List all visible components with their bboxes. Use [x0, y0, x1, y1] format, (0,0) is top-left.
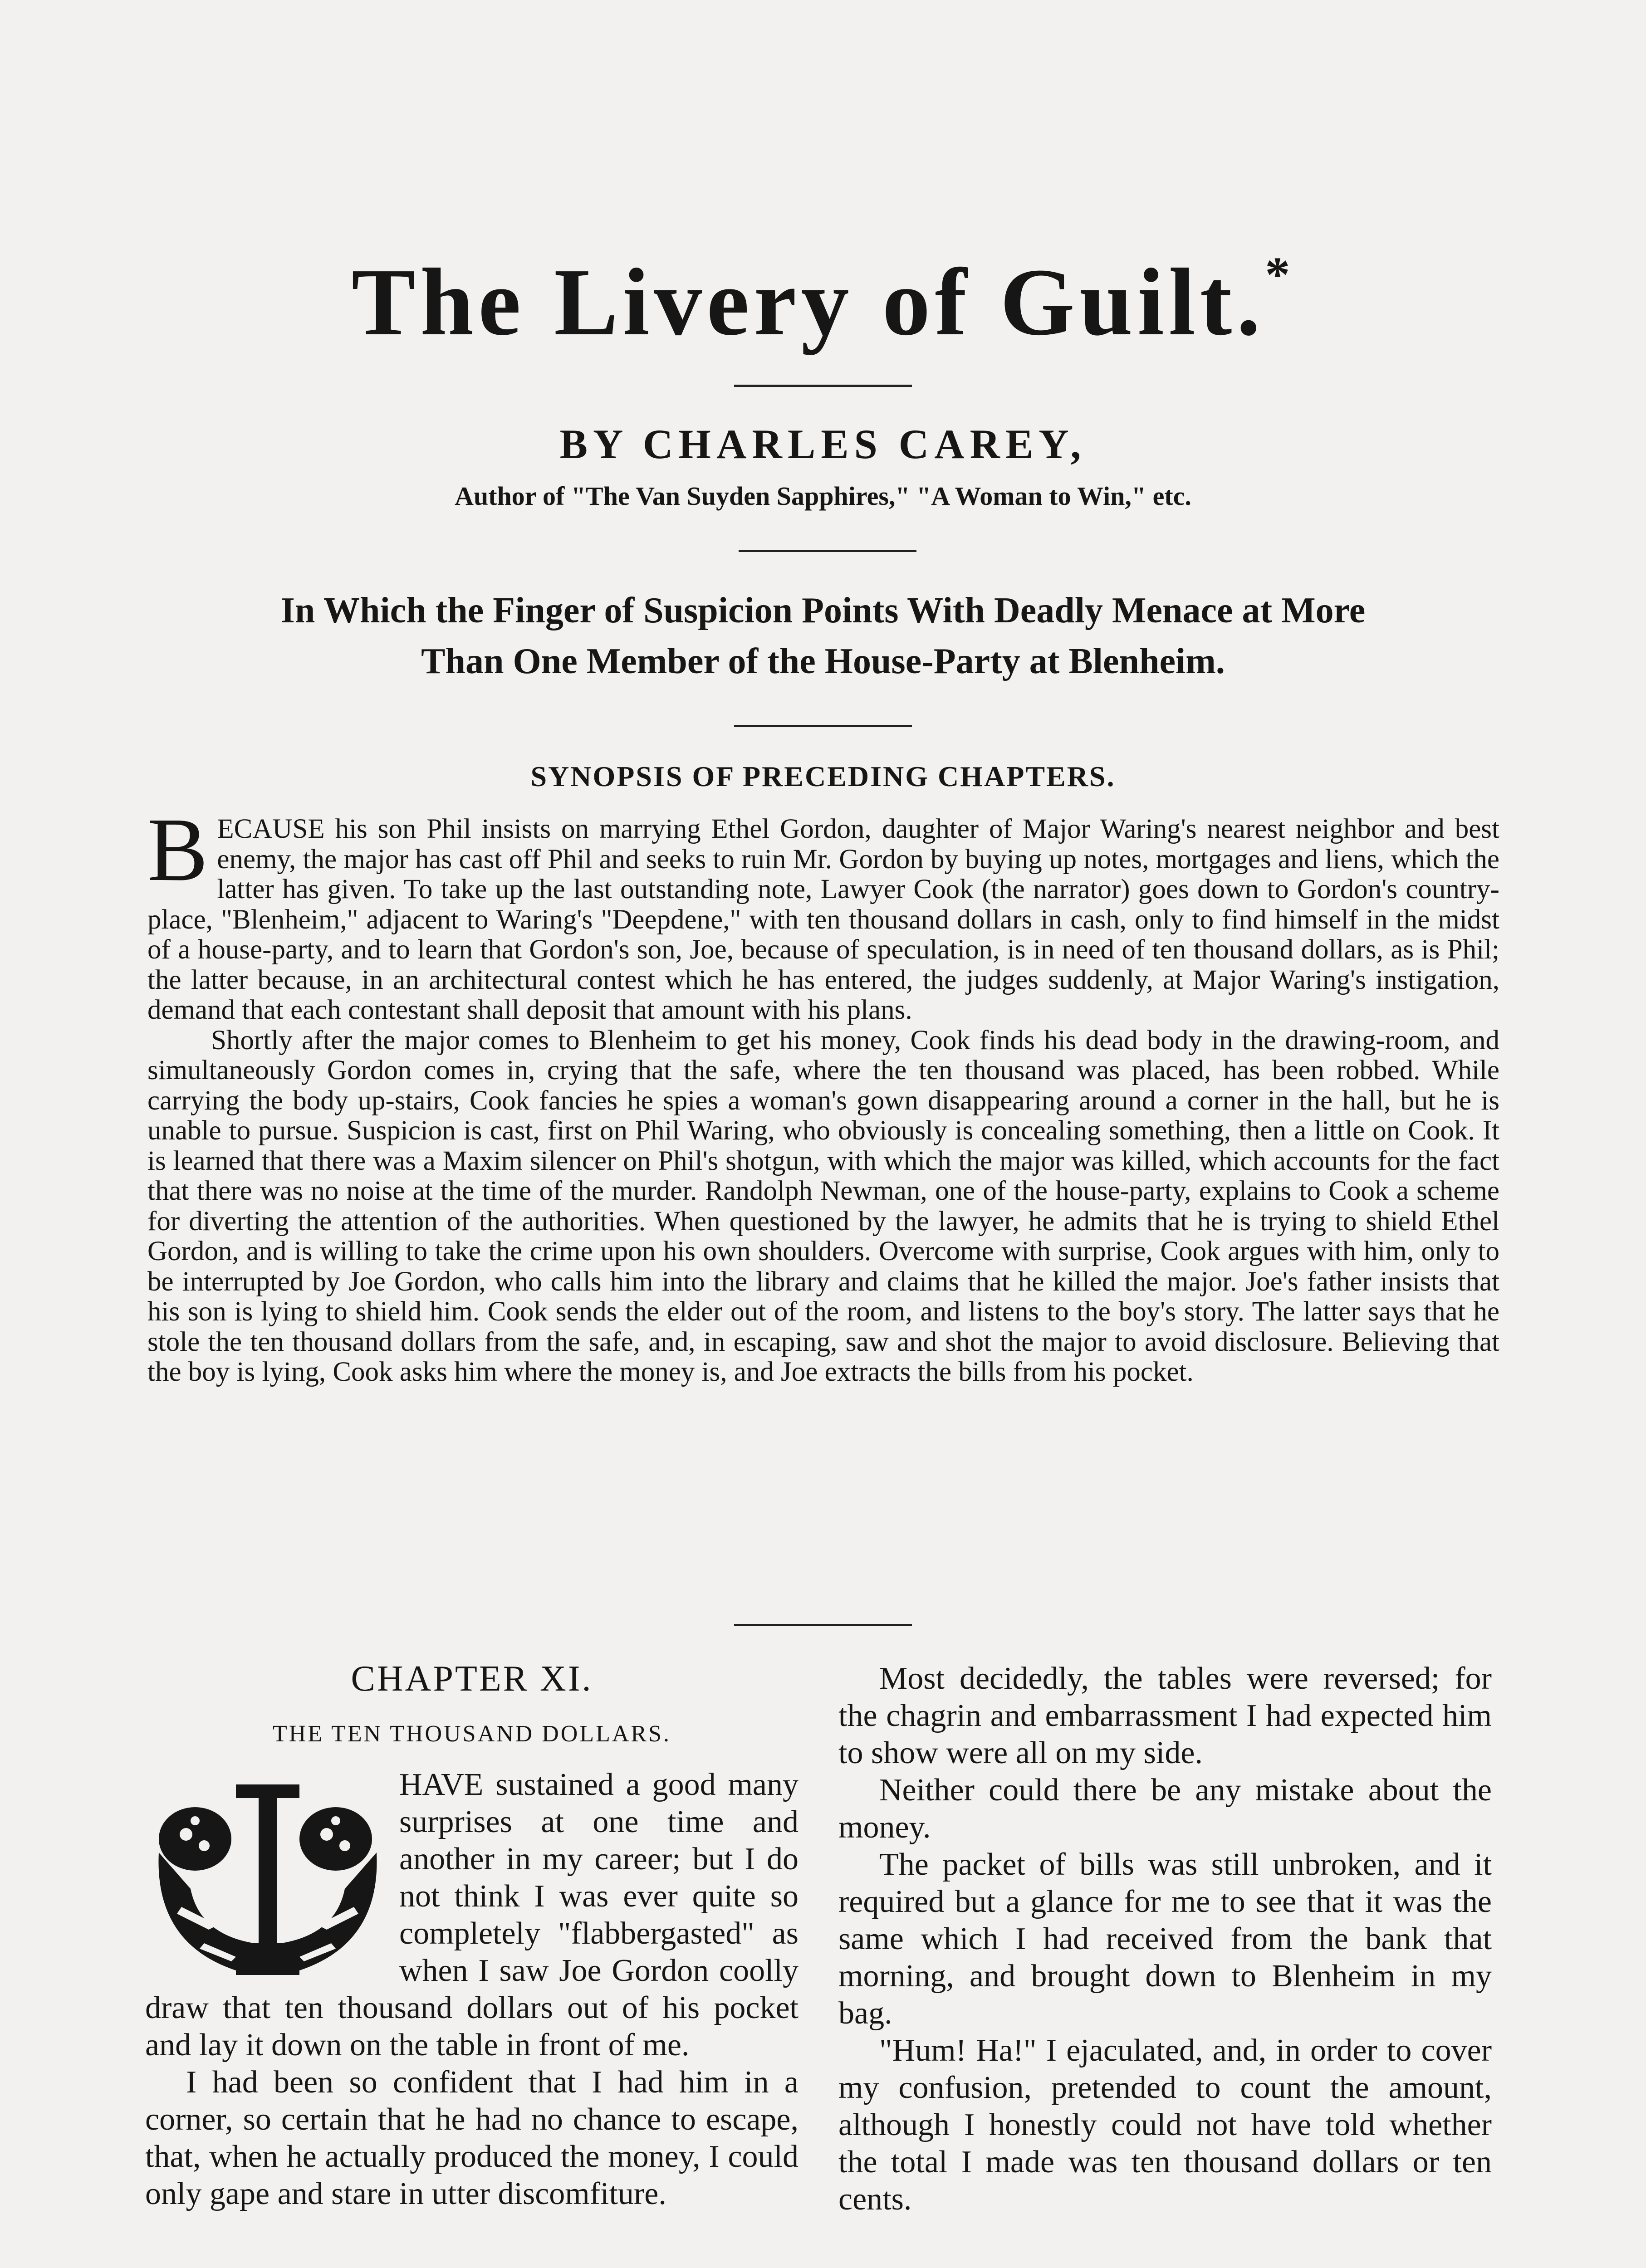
- byline-rule: [739, 550, 916, 552]
- chapter-heading: CHAPTER XI.: [351, 1659, 593, 1699]
- synopsis-paragraph: [147, 800, 1499, 1026]
- deck-rule: [734, 725, 912, 727]
- synopsis-drop-cap: B: [147, 800, 208, 900]
- chapter-subtitle: THE TEN THOUSAND DOLLARS.: [272, 1721, 671, 1747]
- body-paragraph: Neither could there be any mistake about the money.: [838, 1773, 1492, 1845]
- paragraph-text: HAVE sustained a good many surprises at one time and another in my career; but I do not think I was ever quite so completely "flabbergasted" as when I saw Joe Gordon coolly draw that ten thousand dollars out of his pocket and lay it down on the table in front of me.: [145, 1767, 799, 2063]
- synopsis-heading: SYNOPSIS OF PRECEDING CHAPTERS.: [530, 760, 1116, 792]
- right-column: [838, 1660, 1492, 2218]
- body-paragraph: "Hum! Ha!" I ejaculated, and, in order to cover my confusion, pretended to count the amount, although I honestly could not have told whether the total I made was ten thousand dollars or ten cents.: [838, 2033, 1492, 2217]
- article-deck: [136, 585, 1510, 687]
- title-rule: [734, 385, 912, 387]
- left-column: [145, 1660, 799, 2213]
- synopsis-text: [147, 800, 1499, 1388]
- body-paragraph: I had been so confident that I had him in a corner, so certain that he had no chance to escape, that, when he actually produced the money, I could only gape and stare in utter discomfiture.: [145, 2065, 799, 2211]
- deck-line-2: Than One Member of the House-Party at Blenheim.: [421, 641, 1225, 681]
- deck-line-1: In Which the Finger of Suspicion Points With Deadly Menace at More: [280, 591, 1366, 631]
- body-paragraph: [145, 1766, 799, 2064]
- author-credits: Author of "The Van Suyden Sapphires," "A Woman to Win," etc.: [455, 481, 1191, 511]
- synopsis-paragraph: Shortly after the major comes to Blenheim to get his money, Cook finds his dead body in the drawing-room, and simultaneously Gordon comes in, crying that the safe, where the ten thousand was placed, has been robbed. While carrying the body up-stairs, Cook fancies he spies a woman's gown disappearing around a corner in the hall, but he is unable to pursue. Suspicion is cast, first on Phil Waring, who obviously is concealing something, then a little on Cook. It is learned that there was a Maxim silencer on Phil's shotgun, with which the major was killed, which accounts for the fact that there was no noise at the time of the murder. Randolph Newman, one of the house-party, explains to Cook a scheme for diverting the attention of the authorities. When questioned by the lawyer, he admits that he is trying to shield Ethel Gordon, and is willing to take the crime upon his own shoulders. Overcome with surprise, Cook argues with him, only to be interrupted by Joe Gordon, who calls him into the library and claims that he killed the major. Joe's father insists that his son is lying to shield him. Cook sends the elder out of the room, and listens to the boy's story. The latter says that he stole the ten thousand dollars from the safe, and, in escaping, saw and shot the major to avoid disclosure. Believing that the boy is lying, Cook asks him where the money is, and Joe extracts the bills from his pocket.: [147, 1025, 1499, 1387]
- synopsis-paragraph-text: ECAUSE his son Phil insists on marrying Ethel Gordon, daughter of Major Waring's nearest neighbor and best enemy, the major has cast off Phil and seeks to ruin Mr. Gordon by buying up notes, mortgages and liens, which the latter has given. To take up the last outstanding note, Lawyer Cook (the narrator) goes down to Gordon's country-place, "Blenheim," adjacent to Waring's "Deepdene," with ten thousand dollars in cash, only to find himself in the midst of a house-party, and to learn that Gordon's son, Joe, because of speculation, is in need of ten thousand dollars, as is Phil; the latter because, in an architectural contest which he has entered, the judges suddenly, at Major Waring's instigation, demand that each contestant shall deposit that amount with his plans.: [147, 814, 1499, 1025]
- article-title: [136, 247, 1510, 355]
- byline: BY CHARLES CAREY,: [559, 421, 1087, 467]
- ornamental-drop-cap: [145, 1771, 390, 1984]
- ornament-wreath-icon: [145, 1771, 390, 1984]
- body-paragraph: The packet of bills was still unbroken, and it required but a glance for me to see that it was the same which I had received from the bank that morning, and brought down to Blenheim in my bag.: [838, 1847, 1492, 2031]
- title-footnote-mark: *: [1265, 247, 1295, 302]
- synopsis-rule: [734, 1624, 912, 1626]
- body-paragraph: Most decidedly, the tables were reversed; for the chagrin and embarrassment I had expected him to show were all on my side.: [838, 1661, 1492, 1770]
- title-text: The Livery of Guilt.: [351, 249, 1265, 355]
